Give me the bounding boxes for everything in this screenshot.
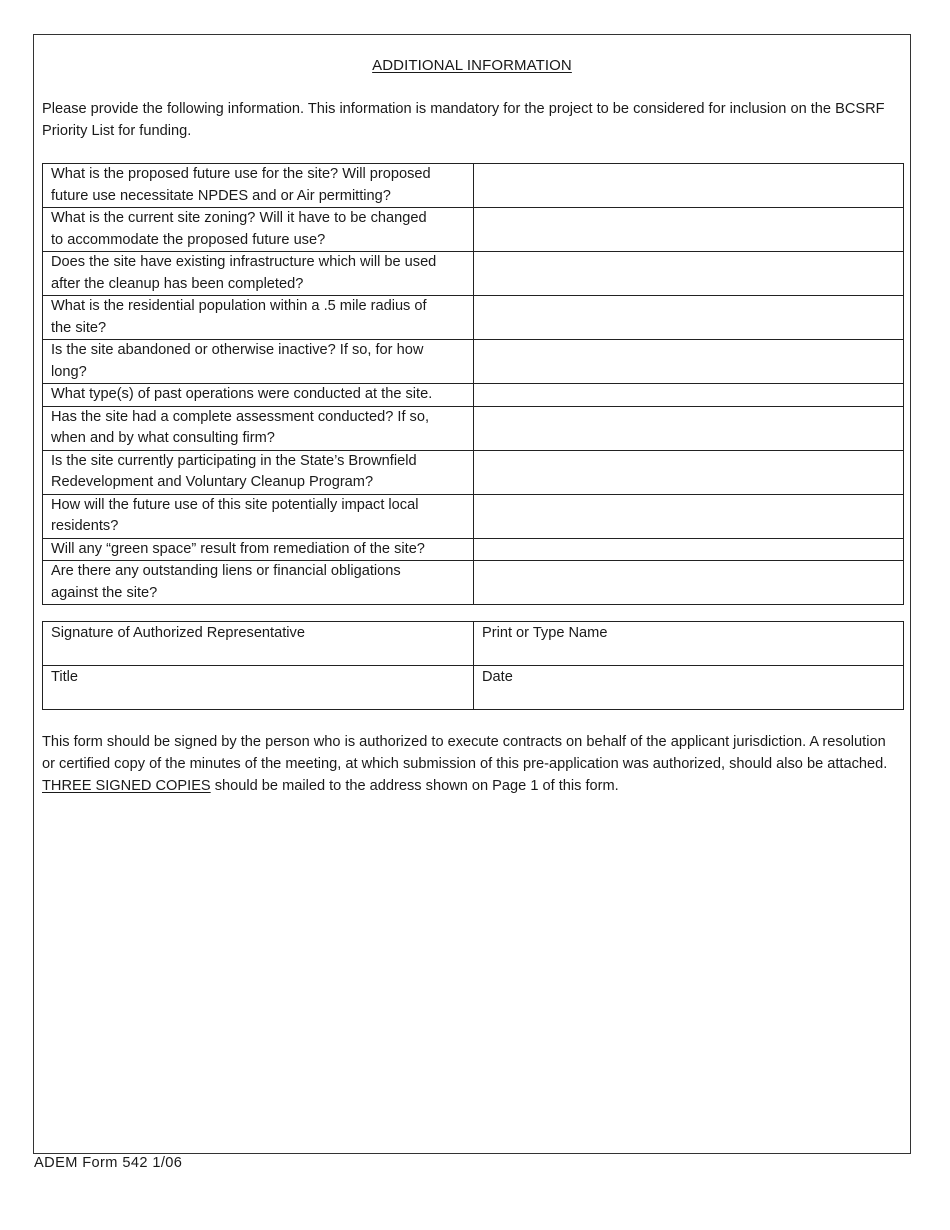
form-page xyxy=(33,34,911,1154)
page-title-text: ADDITIONAL INFORMATION xyxy=(372,57,572,74)
question-line1: Is the site currently participating in the State’s Brownfield xyxy=(51,452,417,469)
question-row xyxy=(43,406,904,450)
question-line2: after the cleanup has been completed? xyxy=(51,275,304,292)
closing-text-before: This form should be signed by the person who is authorized to execute contracts on behalf of the applicant jurisdiction. A resolution or certified copy of the minutes of the meeting, at which submission of this pre-application was authorized, should also be attached. xyxy=(42,734,888,772)
question-cell xyxy=(43,252,474,296)
question-line1: What is the current site zoning? Will it have to be changed xyxy=(51,210,427,226)
signature-label: Signature of Authorized Representative xyxy=(51,625,305,641)
signature-table xyxy=(42,621,904,710)
answer-cell[interactable] xyxy=(474,164,904,208)
answer-cell[interactable] xyxy=(474,450,904,494)
question-cell xyxy=(43,561,474,605)
question-row xyxy=(43,494,904,538)
page-title xyxy=(34,57,910,74)
closing-instructions xyxy=(42,731,898,797)
question-cell xyxy=(43,406,474,450)
title-label: Title xyxy=(51,669,79,685)
question-line1: What is the proposed future use for the site? Will proposed xyxy=(51,166,431,182)
question-line1: What type(s) of past operations were conducted at the site. xyxy=(51,386,433,402)
closing-emphasis: THREE SIGNED COPIES xyxy=(42,778,211,794)
question-cell xyxy=(43,494,474,538)
answer-cell[interactable] xyxy=(474,208,904,252)
question-line1: Does the site have existing infrastructure which will be used xyxy=(51,254,437,270)
question-row xyxy=(43,164,904,208)
question-line2: against the site? xyxy=(51,584,158,601)
question-line2: the site? xyxy=(51,319,107,336)
question-cell xyxy=(43,538,474,561)
print-name-label: Print or Type Name xyxy=(482,625,608,641)
answer-cell[interactable] xyxy=(474,252,904,296)
answer-cell[interactable] xyxy=(474,538,904,561)
signature-field[interactable] xyxy=(43,622,474,666)
question-row xyxy=(43,561,904,605)
question-cell xyxy=(43,384,474,407)
signature-row xyxy=(43,622,904,666)
answer-cell[interactable] xyxy=(474,340,904,384)
question-line2: long? xyxy=(51,363,87,380)
question-row xyxy=(43,450,904,494)
print-name-field[interactable] xyxy=(474,622,904,666)
question-cell xyxy=(43,208,474,252)
question-row xyxy=(43,296,904,340)
answer-cell[interactable] xyxy=(474,296,904,340)
question-cell xyxy=(43,296,474,340)
question-cell xyxy=(43,164,474,208)
question-line2: to accommodate the proposed future use? xyxy=(51,231,326,248)
intro-text: Please provide the following information. This information is mandatory for the project to be considered for inclusion on the BCSRF Priority List for funding. xyxy=(42,101,885,139)
date-label: Date xyxy=(482,669,513,685)
question-row xyxy=(43,384,904,407)
questions-table xyxy=(42,163,904,605)
question-line2: residents? xyxy=(51,518,119,534)
question-row xyxy=(43,538,904,561)
question-cell xyxy=(43,450,474,494)
question-line2: when and by what consulting firm? xyxy=(51,430,275,446)
question-row xyxy=(43,252,904,296)
question-line1: What is the residential population within a .5 mile radius of xyxy=(51,298,427,314)
question-cell xyxy=(43,340,474,384)
answer-cell[interactable] xyxy=(474,384,904,407)
form-footer: ADEM Form 542 1/06 xyxy=(34,1155,183,1171)
question-line1: Is the site abandoned or otherwise inactive? If so, for how xyxy=(51,342,424,358)
closing-text-after: should be mailed to the address shown on Page 1 of this form. xyxy=(210,778,619,794)
answer-cell[interactable] xyxy=(474,561,904,605)
question-line1: Will any “green space” result from remediation of the site? xyxy=(51,540,425,557)
question-line1: Has the site had a complete assessment conducted? If so, xyxy=(51,408,430,425)
title-field[interactable] xyxy=(43,666,474,710)
question-line1: How will the future use of this site potentially impact local xyxy=(51,496,419,513)
signature-row xyxy=(43,666,904,710)
date-field[interactable] xyxy=(474,666,904,710)
question-row xyxy=(43,340,904,384)
answer-cell[interactable] xyxy=(474,494,904,538)
answer-cell[interactable] xyxy=(474,406,904,450)
question-line1: Are there any outstanding liens or financial obligations xyxy=(51,563,401,579)
question-line2: future use necessitate NPDES and or Air permitting? xyxy=(51,187,391,204)
question-row xyxy=(43,208,904,252)
question-line2: Redevelopment and Voluntary Cleanup Program? xyxy=(51,474,374,490)
